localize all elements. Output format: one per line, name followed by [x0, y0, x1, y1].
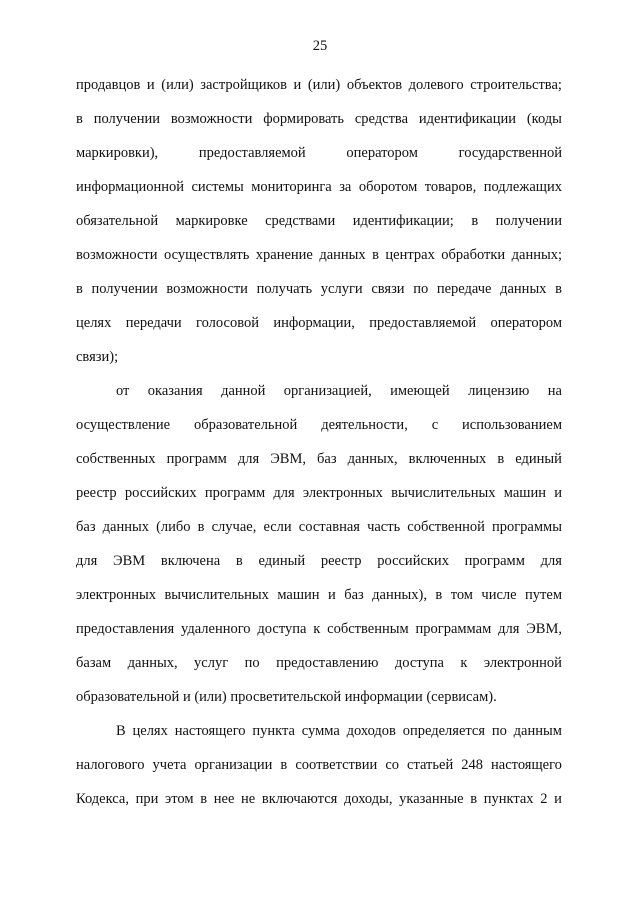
word: настоящего	[491, 757, 562, 773]
word: статьей	[407, 757, 454, 773]
word: единый	[258, 553, 306, 569]
word: идентификации	[418, 111, 516, 127]
word: по	[413, 281, 429, 297]
word: со	[385, 757, 399, 773]
word: ЭВМ,	[526, 621, 562, 637]
word: услуг	[194, 655, 229, 671]
word: государственной	[458, 145, 562, 161]
text-line	[76, 73, 562, 107]
word: базам	[76, 655, 112, 671]
word: и	[146, 77, 155, 93]
word: налогового	[76, 757, 145, 773]
word: баз	[76, 519, 96, 535]
text-line	[76, 243, 562, 277]
word: деятельности,	[321, 417, 408, 433]
text-line	[76, 481, 562, 515]
word: информационной	[76, 179, 185, 195]
word: данным	[513, 723, 562, 739]
word: (коды	[526, 111, 562, 127]
word: баз	[317, 451, 337, 467]
word: (либо	[156, 519, 191, 535]
word: для	[273, 485, 295, 501]
word: при	[135, 791, 159, 807]
word: Кодекса,	[76, 791, 129, 807]
word: получении	[495, 213, 562, 229]
word: оборотом	[358, 179, 418, 195]
word: товаров,	[424, 179, 477, 195]
word: настоящего	[174, 723, 246, 739]
word: возможности	[76, 247, 158, 263]
word: подлежащих	[483, 179, 562, 195]
word: организации	[194, 757, 273, 773]
word: в	[471, 213, 479, 229]
word: маркировки),	[76, 145, 159, 161]
word: данных,	[127, 655, 178, 671]
word: в	[470, 791, 478, 807]
word: с	[431, 417, 439, 433]
text-line	[76, 787, 562, 821]
word: электронной	[483, 655, 562, 671]
word: собственных	[76, 451, 156, 467]
word: включенных	[408, 451, 487, 467]
word: целях	[132, 723, 168, 739]
text-line: образовательной и (или) просветительской информации (сервисам).	[76, 689, 497, 705]
text-line	[76, 413, 562, 447]
word: формировать	[263, 111, 344, 127]
word: застройщиков	[200, 77, 287, 93]
word: в	[372, 247, 379, 263]
word: электронных	[302, 485, 383, 501]
word: имеющей	[390, 383, 450, 399]
word: учета	[152, 757, 187, 773]
word: данных),	[372, 587, 427, 603]
word: от	[116, 383, 130, 399]
word: данных,	[347, 451, 398, 467]
word: машин	[503, 485, 546, 501]
word: обработки	[441, 247, 506, 263]
word: хранение	[255, 247, 313, 263]
word: программ	[166, 451, 227, 467]
word: этом	[165, 791, 194, 807]
word: оператором	[490, 315, 562, 331]
word: и	[327, 587, 336, 603]
text-line	[76, 617, 562, 651]
word: и	[554, 791, 562, 807]
word: собственной	[407, 519, 485, 535]
word: и	[554, 485, 562, 501]
word: в	[76, 111, 83, 127]
word: возможности	[170, 111, 253, 127]
word: данных	[500, 281, 547, 297]
word: средствами	[265, 213, 336, 229]
word: оказания	[147, 383, 203, 399]
word: путем	[525, 587, 562, 603]
word: получать	[256, 281, 313, 297]
word: данной	[221, 383, 266, 399]
word: российских	[124, 485, 197, 501]
word: организацией,	[283, 383, 372, 399]
word: если	[263, 519, 292, 535]
word: за	[339, 179, 352, 195]
text-line	[76, 311, 562, 345]
word: 248	[461, 757, 483, 773]
text-line	[76, 515, 562, 549]
word: данных	[102, 519, 149, 535]
text-line	[76, 651, 562, 685]
text-line	[76, 277, 562, 311]
text-line	[76, 107, 562, 141]
text-line	[76, 583, 562, 617]
page-number: 25	[312, 38, 328, 54]
word: (или)	[307, 77, 341, 93]
word: электронных	[76, 587, 157, 603]
word: ЭВМ	[113, 553, 146, 569]
word: определяется	[402, 723, 485, 739]
word: продавцов	[76, 77, 141, 93]
word: получении	[93, 111, 161, 127]
word: часть	[367, 519, 401, 535]
word: в	[555, 281, 562, 297]
word: в	[76, 281, 83, 297]
word: российских	[377, 553, 449, 569]
word: соответствии	[295, 757, 378, 773]
word: по	[244, 655, 260, 671]
word: в	[280, 757, 288, 773]
word: ЭВМ,	[270, 451, 306, 467]
word: доходы,	[343, 791, 393, 807]
document-body	[76, 73, 562, 821]
word: реестр	[76, 485, 117, 501]
word: услуги	[320, 281, 363, 297]
word: В	[116, 723, 126, 739]
word: строительства;	[470, 77, 562, 93]
word: в	[435, 587, 443, 603]
word: центрах	[385, 247, 435, 263]
word: идентификации;	[352, 213, 454, 229]
word: для	[237, 451, 260, 467]
word: обязательной	[76, 213, 159, 229]
word: предоставляемой	[198, 145, 306, 161]
word: сумма	[301, 723, 340, 739]
word: к	[460, 655, 468, 671]
word: на	[547, 383, 562, 399]
word: информации,	[273, 315, 355, 331]
text-line	[76, 549, 562, 583]
word: целях	[76, 315, 112, 331]
text-line	[76, 209, 562, 243]
word: составная	[298, 519, 360, 535]
word: данных;	[511, 247, 562, 263]
text-line	[76, 447, 562, 481]
word: собственным	[327, 621, 409, 637]
word: вычислительных	[391, 485, 496, 501]
word: нее	[213, 791, 235, 807]
word: получении	[91, 281, 158, 297]
word: образовательной	[194, 417, 298, 433]
text-line	[76, 141, 562, 175]
text-line	[76, 379, 562, 413]
word: для	[540, 553, 562, 569]
word: доходов	[346, 723, 396, 739]
word: возможности	[166, 281, 248, 297]
word: и	[293, 77, 302, 93]
word: программы	[491, 519, 562, 535]
word: в	[497, 451, 505, 467]
word: передаче	[436, 281, 492, 297]
word: не	[241, 791, 256, 807]
word: единый	[515, 451, 562, 467]
word: вычислительных	[164, 587, 269, 603]
text-line	[76, 719, 562, 753]
word: программам	[415, 621, 492, 637]
word: лицензию	[468, 383, 530, 399]
word: в	[235, 553, 243, 569]
word: объектов	[346, 77, 403, 93]
word: передачи	[125, 315, 182, 331]
word: доступа	[257, 621, 307, 637]
word: предоставлению	[276, 655, 379, 671]
word: долевого	[408, 77, 464, 93]
word: предоставляемой	[369, 315, 477, 331]
word: 2	[540, 791, 548, 807]
word: предоставления	[76, 621, 175, 637]
word: средства	[354, 111, 409, 127]
word: данных	[319, 247, 366, 263]
word: осуществлять	[163, 247, 250, 263]
word: программ	[464, 553, 525, 569]
word: (или)	[161, 77, 194, 93]
word: машин	[277, 587, 320, 603]
word: баз	[344, 587, 364, 603]
word: указанные	[399, 791, 464, 807]
word: к	[313, 621, 321, 637]
word: случае,	[211, 519, 257, 535]
word: пунктах	[483, 791, 534, 807]
word: доступа	[394, 655, 444, 671]
word: включена	[160, 553, 221, 569]
text-line	[76, 175, 562, 209]
text-line	[76, 753, 562, 787]
word: мониторинга	[251, 179, 332, 195]
word: программ	[204, 485, 266, 501]
word: использованием	[462, 417, 562, 433]
word: том	[450, 587, 473, 603]
word: реестр	[320, 553, 362, 569]
word: оператором	[346, 145, 418, 161]
word: по	[491, 723, 507, 739]
word: удаленного	[181, 621, 251, 637]
word: осуществление	[76, 417, 171, 433]
text-line: связи);	[76, 349, 119, 365]
word: голосовой	[196, 315, 259, 331]
word: для	[76, 553, 98, 569]
word: числе	[481, 587, 517, 603]
word: в	[197, 519, 205, 535]
word: для	[498, 621, 520, 637]
word: системы	[191, 179, 244, 195]
word: в	[200, 791, 208, 807]
word: связи	[371, 281, 405, 297]
word: маркировке	[175, 213, 248, 229]
word: пункта	[252, 723, 295, 739]
word: включаются	[261, 791, 338, 807]
